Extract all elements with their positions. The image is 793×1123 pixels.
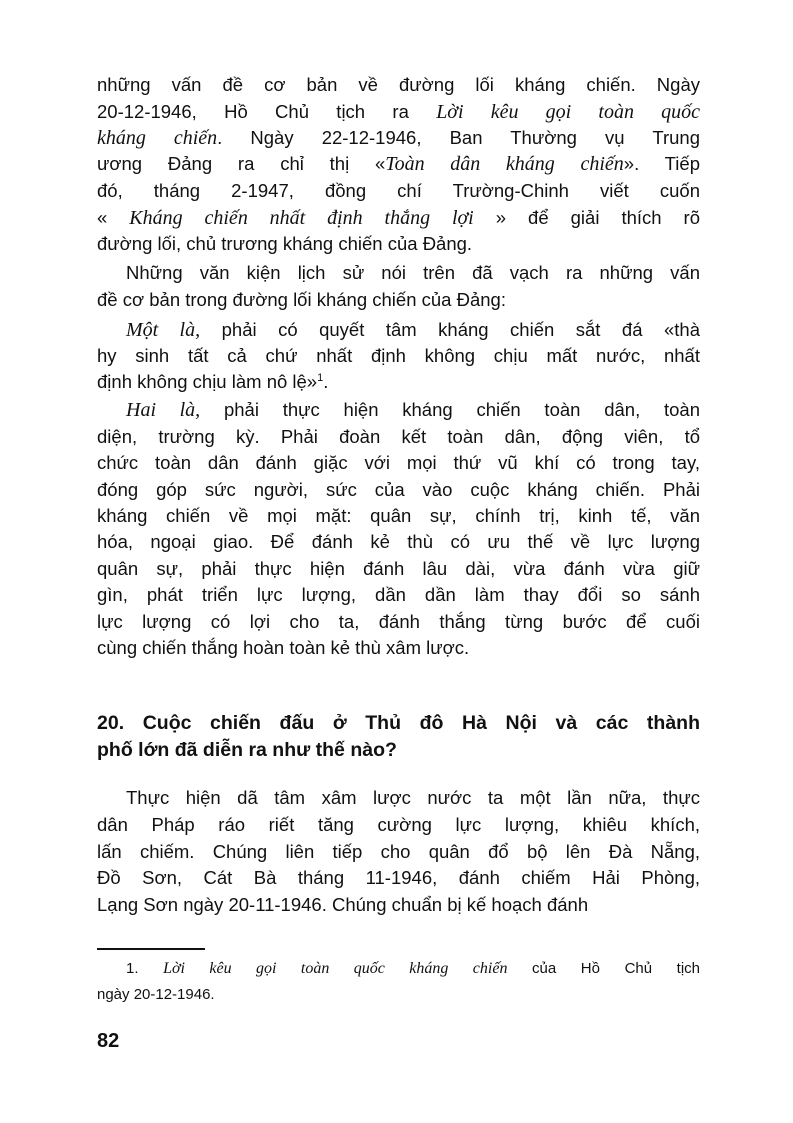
text-line <box>97 609 700 635</box>
text-line <box>97 231 700 257</box>
text-line <box>97 839 700 865</box>
text-line <box>97 503 700 529</box>
text-segment: đường lối, chủ trương kháng chiến của Đảng. <box>97 233 473 254</box>
text-segment: lấn chiếm. Chúng liên tiếp cho quân đổ bộ lên Đà Nẵng, <box>97 841 700 862</box>
text-line <box>97 125 700 151</box>
section-heading-line <box>97 737 700 763</box>
text-segment: ương Đảng ra chỉ thị « <box>97 153 386 174</box>
text-segment: kháng chiến về mọi mặt: quân sự, chính trị, kinh tế, văn <box>97 505 700 526</box>
text-line <box>97 529 700 555</box>
text-line <box>97 72 700 98</box>
text-segment: hy sinh tất cả chứ nhất định không chịu mất nước, nhất <box>97 345 700 366</box>
text-line <box>97 343 700 369</box>
text-segment: 20. Cuộc chiến đấu ở Thủ đô Hà Nội và các thành <box>97 712 700 734</box>
text-line <box>97 582 700 608</box>
text-segment: 1. <box>126 960 164 977</box>
text-line <box>97 424 700 450</box>
italic-text: Hai là, <box>126 399 201 421</box>
text-line <box>97 556 700 582</box>
text-segment: » để giải thích rõ <box>473 207 701 228</box>
text-segment: cùng chiến thắng hoàn toàn kẻ thù xâm lược. <box>97 637 470 658</box>
text-line <box>97 477 700 503</box>
footnote-separator <box>97 948 205 950</box>
text-segment: quân sự, phải thực hiện đánh lâu dài, vừa đánh vừa giữ <box>97 558 700 579</box>
text-segment: Thực hiện dã tâm xâm lược nước ta một lần nữa, thực <box>126 787 700 808</box>
text-segment: chức toàn dân đánh giặc với mọi thứ vũ khí có trong tay, <box>97 452 700 473</box>
italic-text: kháng chiến <box>97 127 218 149</box>
text-line <box>97 812 700 838</box>
italic-text: Toàn dân kháng chiến <box>385 153 624 175</box>
section-heading-line <box>97 710 700 736</box>
text-line <box>126 785 700 811</box>
text-segment: . Ngày 22-12-1946, Ban Thường vụ Trung <box>217 127 700 148</box>
text-segment: của Hồ Chủ tịch <box>507 960 701 977</box>
italic-text: Lời kêu gọi toàn quốc <box>436 101 700 123</box>
page-number: 82 <box>97 1030 120 1052</box>
footnote-marker: 1 <box>317 371 324 384</box>
text-segment: « <box>97 207 130 228</box>
text-segment: dân Pháp ráo riết tăng cường lực lượng, khiêu khích, <box>97 814 700 835</box>
text-segment: Lạng Sơn ngày 20-11-1946. Chúng chuẩn bị kế hoạch đánh <box>97 894 589 915</box>
text-segment: ngày 20-12-1946. <box>97 986 215 1003</box>
text-line <box>126 317 700 343</box>
text-segment: những vấn đề cơ bản về đường lối kháng chiến. Ngày <box>97 74 700 95</box>
text-segment: đóng góp sức người, sức của vào cuộc kháng chiến. Phải <box>97 479 700 500</box>
text-segment: Những văn kiện lịch sử nói trên đã vạch ra những vấn <box>126 262 700 283</box>
text-line <box>126 260 700 286</box>
italic-text: Lời kêu gọi toàn quốc kháng chiến <box>163 960 508 977</box>
text-line <box>97 369 700 395</box>
footnote-line <box>97 982 700 1008</box>
text-line <box>126 397 700 423</box>
text-line <box>97 635 700 661</box>
text-segment: ». Tiếp <box>623 153 700 174</box>
text-segment: diện, trường kỳ. Phải đoàn kết toàn dân, động viên, tổ <box>97 426 700 447</box>
text-segment: phải thực hiện kháng chiến toàn dân, toàn <box>200 399 700 420</box>
text-segment: . <box>323 371 329 392</box>
text-line <box>97 892 700 918</box>
text-segment: phải có quyết tâm kháng chiến sắt đá «thà <box>200 319 700 340</box>
text-line <box>97 450 700 476</box>
footnote-line <box>126 956 700 982</box>
text-segment: đó, tháng 2-1947, đồng chí Trường-Chinh viết cuốn <box>97 180 700 201</box>
text-line <box>97 178 700 204</box>
text-segment: hóa, ngoại giao. Để đánh kẻ thù có ưu thế về lực lượng <box>97 531 700 552</box>
italic-text: Kháng chiến nhất định thắng lợi <box>129 207 474 229</box>
italic-text: Một là, <box>126 319 201 341</box>
text-line <box>97 151 700 177</box>
text-segment: lực lượng có lợi cho ta, đánh thắng từng bước để cuối <box>97 611 700 632</box>
text-segment: Đồ Sơn, Cát Bà tháng 11-1946, đánh chiếm Hải Phòng, <box>97 867 700 888</box>
text-line <box>97 205 700 231</box>
text-segment: định không chịu làm nô lệ» <box>97 371 318 392</box>
text-line <box>97 99 700 125</box>
text-segment: phố lớn đã diễn ra như thế nào? <box>97 739 397 761</box>
text-line <box>97 287 700 313</box>
text-segment: đề cơ bản trong đường lối kháng chiến của Đảng: <box>97 289 506 310</box>
text-segment: 20-12-1946, Hồ Chủ tịch ra <box>97 101 437 122</box>
text-segment: gìn, phát triển lực lượng, dần dần làm thay đổi so sánh <box>97 584 700 605</box>
text-line <box>97 865 700 891</box>
